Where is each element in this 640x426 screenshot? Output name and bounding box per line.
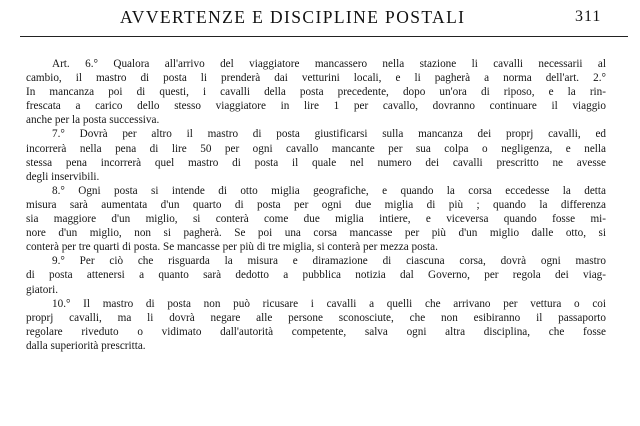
text-line: di posta attenersi a quanto sarà dedotto a pubblica notizia dal Governo, per regola dei viag- (26, 269, 606, 282)
text-line: 7.° Dovrà per altro il mastro di posta giustificarsi sulla mancanza dei proprj cavalli, ed (52, 128, 606, 141)
text-line: 8.° Ogni posta si intende di otto miglia geografiche, e quando la corsa eccedesse la detta (52, 184, 606, 197)
text-line: nore d'un miglio, non si pagherà. Se poi una corsa mancasse per più d'un miglio dalle otto, si (26, 227, 606, 240)
text-line: stessa pena incorrerà quel mastro di posta il quale nel numero dei cavalli prescritto ne avesse (26, 156, 606, 169)
text-line: conterà per tre quarti di posta. Se mancasse per più di tre miglia, si conterà per mezza posta. (26, 241, 438, 254)
running-header (0, 7, 640, 31)
text-line: degli inservibili. (26, 170, 100, 183)
text-line: In mancanza poi di questi, i cavalli della posta precedente, dopo un'ora di riposo, e la rin- (26, 86, 606, 99)
text-line: frescata a carico dello stesso viaggiatore in lire 1 per cavallo, dovranno continuare il viaggio (26, 100, 606, 113)
text-line: proprj cavalli, ma li dovrà negare alle persone sconosciute, che non esibiranno il passaporto (26, 311, 606, 324)
text-line: anche per la posta successiva. (26, 114, 160, 127)
text-line: 9.° Per ciò che risguarda la misura e diramazione di ciascuna corsa, dovrà ogni mastro (52, 255, 606, 268)
text-line: dalla superiorità prescritta. (26, 339, 146, 352)
page-number: 311 (575, 8, 602, 25)
text-line: incorrerà nella pena di lire 50 per ogni cavallo mancante per sua colpa o negligenza, e nella (26, 142, 606, 155)
text-line: regolare riveduto o vidimato dall'autorità competente, salva ogni altra disciplina, che fosse (26, 325, 606, 338)
text-line: 10.° Il mastro di posta non può ricusare i cavalli a quelli che arrivano per vettura o coi (52, 297, 606, 310)
text-line: Art. 6.° Qualora all'arrivo del viaggiatore mancassero nella stazione li cavalli necessarii al (52, 58, 606, 70)
text-line: sia maggiore d'un miglio, si conterà come due miglia intiere, e viceversa quando fosse mi- (26, 213, 606, 226)
page-header-title: AVVERTENZE E DISCIPLINE POSTALI (120, 7, 466, 27)
body-text (26, 57, 606, 353)
text-line: cambio, il mastro di posta li prenderà dai vetturini locali, e li pagherà a norma dell'art. 2.° (26, 72, 606, 85)
text-line: giatori. (26, 283, 59, 296)
header-rule (20, 36, 628, 37)
text-line: misura sarà aumentata d'un quarto di posta per ogni due miglia di più ; quando la differenza (26, 198, 606, 211)
